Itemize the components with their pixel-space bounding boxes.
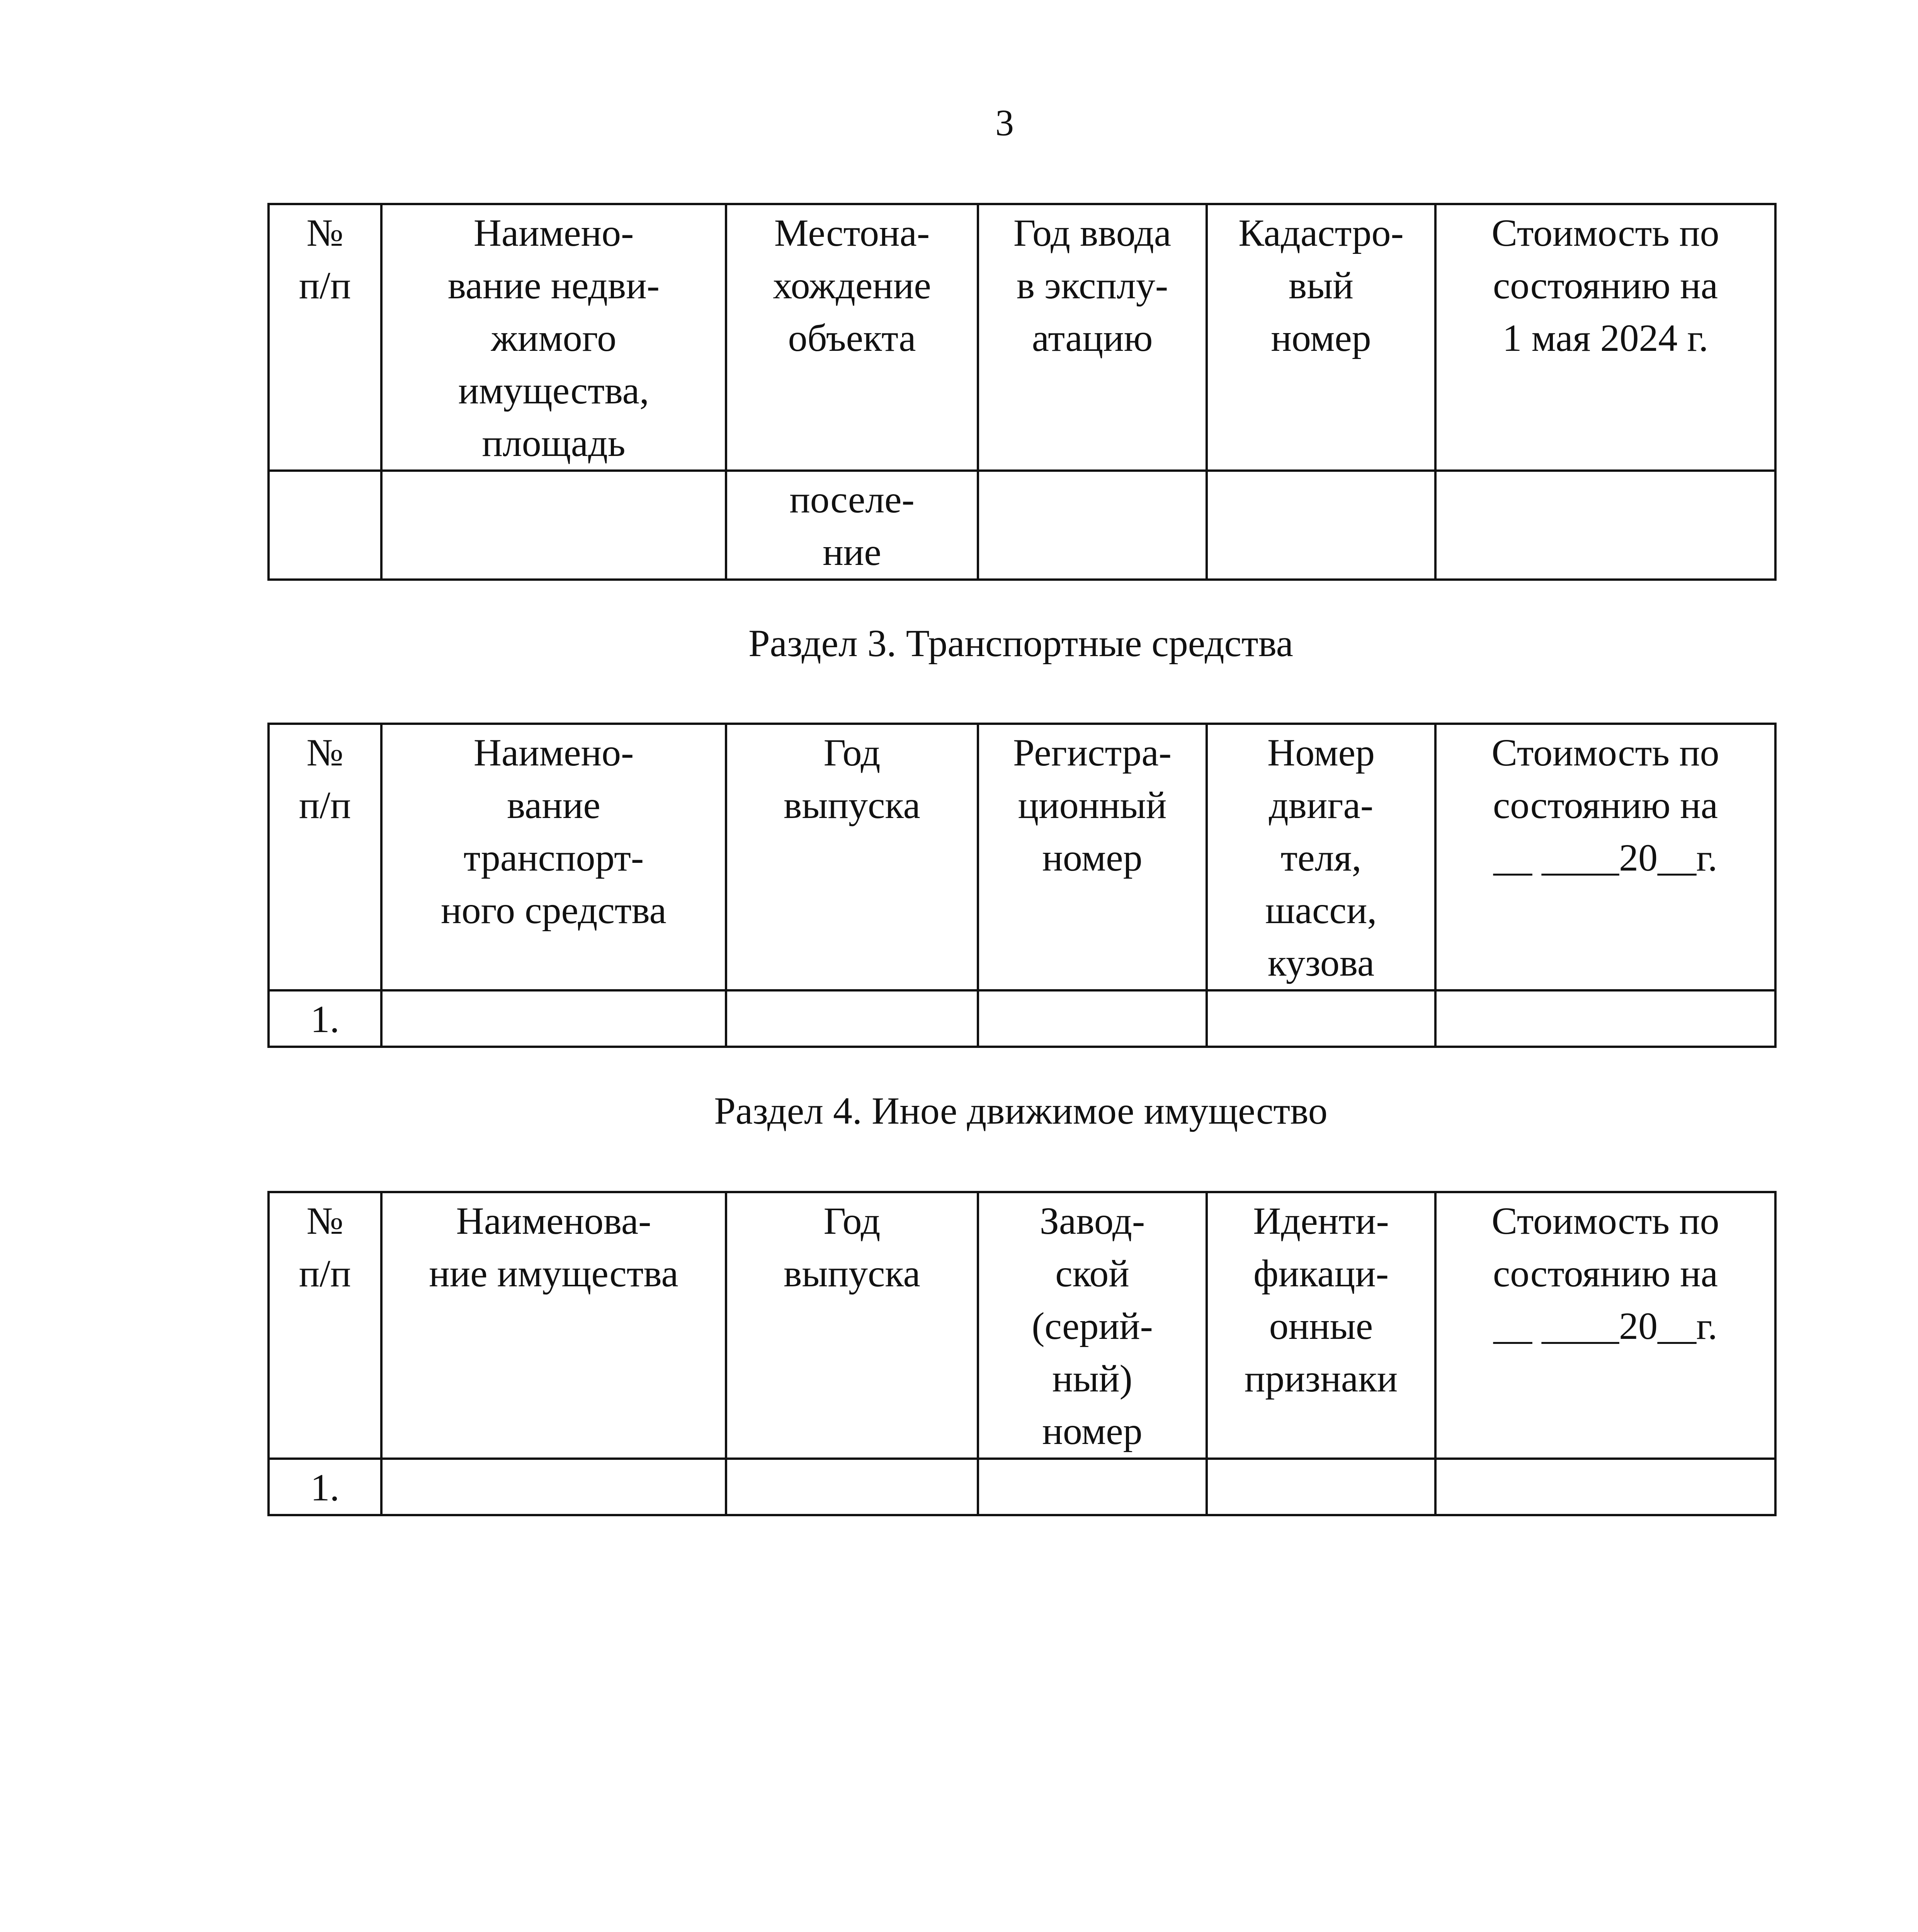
cell-identification [1207,1459,1435,1515]
cell-number: 1. [269,990,381,1047]
cell-vehicle-name [381,990,726,1047]
table-row [269,471,1775,580]
cell-location: поселе- ние [726,471,978,580]
header-cell-commission-year: Год ввода в эксплу- атацию [978,204,1207,471]
header-cell-value: Стоимость по состоянию на __ ____20__г. [1435,724,1775,990]
section-3-title: Раздел 3. Транспортные средства [748,622,1294,665]
table-header-row [269,1192,1775,1459]
cell-property-name [381,1459,726,1515]
header-cell-property-name: Наименова- ние имущества [381,1192,726,1459]
header-cell-value: Стоимость по состоянию на 1 мая 2024 г. [1435,204,1775,471]
header-cell-vehicle-name: Наимено- вание транспорт- ного средства [381,724,726,990]
other-movable-property-table [267,1191,1777,1516]
cell-year [726,990,978,1047]
cell-value [1435,1459,1775,1515]
vehicles-table [267,723,1777,1048]
cell-commission-year [978,471,1207,580]
table-header-row [269,204,1775,471]
table-row [269,990,1775,1047]
cell-year [726,1459,978,1515]
cell-name [381,471,726,580]
table-row [269,1459,1775,1515]
header-cell-year: Год выпуска [726,1192,978,1459]
cell-number [269,471,381,580]
cell-engine-number [1207,990,1435,1047]
cell-registration-number [978,990,1207,1047]
header-cell-name: Наимено- вание недви- жимого имущества, площадь [381,204,726,471]
header-cell-number: № п/п [269,1192,381,1459]
cell-value [1435,471,1775,580]
page-number: 3 [995,102,1014,143]
cell-number: 1. [269,1459,381,1515]
header-cell-year: Год выпуска [726,724,978,990]
cell-serial-number [978,1459,1207,1515]
header-cell-serial-number: Завод- ской (серий- ный) номер [978,1192,1207,1459]
cell-cadastral-number [1207,471,1435,580]
table-header-row [269,724,1775,990]
header-cell-identification: Иденти- фикаци- онные признаки [1207,1192,1435,1459]
cell-value [1435,990,1775,1047]
header-cell-value: Стоимость по состоянию на __ ____20__г. [1435,1192,1775,1459]
header-cell-registration-number: Регистра- ционный номер [978,724,1207,990]
header-cell-location: Местона- хождение объекта [726,204,978,471]
real-estate-table [267,203,1777,581]
header-cell-number: № п/п [269,204,381,471]
header-cell-engine-number: Номер двига- теля, шасси, кузова [1207,724,1435,990]
section-4-title: Раздел 4. Иное движимое имущество [714,1089,1328,1132]
header-cell-cadastral-number: Кадастро- вый номер [1207,204,1435,471]
header-cell-number: № п/п [269,724,381,990]
